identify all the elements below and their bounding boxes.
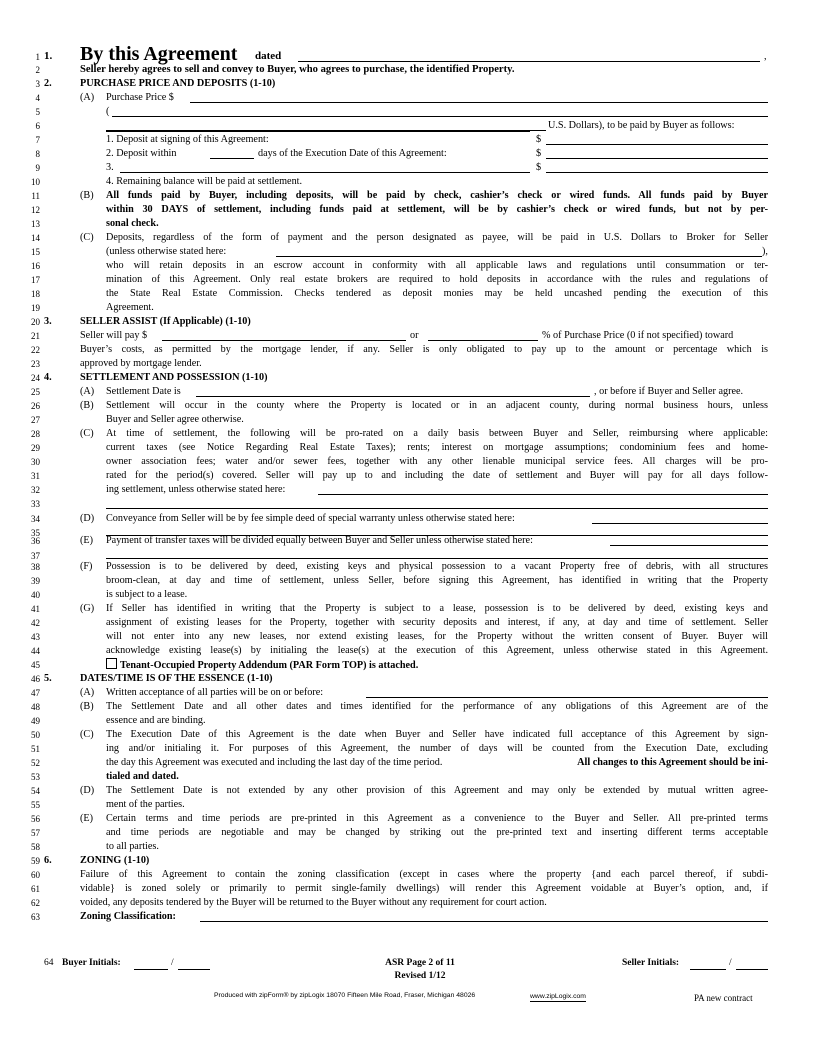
line-2 (0, 63, 816, 77)
tenant-addendum-checkbox[interactable] (106, 658, 117, 669)
line-55 (0, 798, 816, 812)
line-number: 37 (31, 551, 40, 561)
line-41 (0, 602, 816, 616)
execution-date-clause: The Execution Date of this Agreement is the date when Buyer and Seller have indicated full acceptance of this Agreement by sign- (106, 729, 768, 740)
line-number: 30 (31, 457, 40, 467)
line-20 (0, 315, 816, 329)
line-number: 61 (31, 884, 40, 894)
deposits-clause: Deposits, regardless of the form of payment and the person designated as payee, will be paid in U.S. Dollars to Broker for Seller (106, 232, 768, 243)
line-27 (0, 413, 816, 427)
page-number: ASR Page 2 of 11 (385, 958, 455, 968)
item-label: (B) (80, 400, 94, 411)
transfer-tax-clause: Payment of transfer taxes will be divided equally between Buyer and Seller unless otherwise stated here: (106, 535, 533, 546)
line-number: 26 (31, 401, 40, 411)
item-label: (C) (80, 428, 94, 439)
line-14 (0, 231, 816, 245)
section-heading-dates: DATES/TIME IS OF THE ESSENCE (1-10) (80, 673, 273, 684)
purchase-price-label: Purchase Price $ (106, 92, 174, 103)
deposit-2-field[interactable] (546, 147, 768, 159)
paren-close: ), (762, 246, 768, 257)
settlement-extension-clause: The Settlement Date is not extended by any other provision of this Agreement and may only be extended by mutual written agree- (106, 785, 768, 796)
line-38 (0, 560, 816, 574)
line-23 (0, 357, 816, 371)
line-11 (0, 189, 816, 203)
settlement-location-clause: Buyer and Seller agree otherwise. (106, 414, 244, 425)
line-number: 64 (44, 958, 54, 968)
line-number: 56 (31, 814, 40, 824)
line-number: 11 (31, 191, 40, 201)
section-heading-seller-assist: SELLER ASSIST (If Applicable) (1-10) (80, 316, 251, 327)
line-number: 59 (31, 856, 40, 866)
line-number: 19 (31, 303, 40, 313)
item-label: (C) (80, 729, 94, 740)
execution-date-clause: the day this Agreement was executed and including the last day of the time period. (106, 757, 443, 768)
deposit-3-desc-field[interactable] (120, 161, 530, 173)
line-10 (0, 175, 816, 189)
line-15 (0, 245, 816, 259)
line-number: 32 (31, 485, 40, 495)
form-name: PA new contract (694, 993, 753, 1003)
line-number: 6 (35, 121, 40, 131)
possession-clause: is subject to a lease. (106, 589, 188, 600)
item-label: (A) (80, 386, 95, 397)
line-26 (0, 399, 816, 413)
line-30 (0, 455, 816, 469)
line-number: 24 (31, 373, 40, 383)
line-number: 36 (31, 536, 40, 546)
line-number: 17 (31, 275, 40, 285)
lease-clause: If Seller has identified in writing that the Property is subject to a lease, possession is to be delivered by deed, existing keys and (106, 603, 768, 614)
line-18 (0, 287, 816, 301)
line-51 (0, 742, 816, 756)
line-number: 54 (31, 786, 40, 796)
purchase-price-words-field[interactable] (112, 105, 768, 117)
line-number: 47 (31, 688, 40, 698)
line-number: 31 (31, 471, 40, 481)
deposits-clause: (unless otherwise stated here: (106, 246, 227, 257)
item-label: (E) (80, 813, 94, 824)
line-number: 1 (35, 52, 40, 62)
line-52 (0, 756, 816, 770)
line-13 (0, 217, 816, 231)
line-number: 49 (31, 716, 40, 726)
line-46 (0, 672, 816, 686)
line-number: 60 (31, 870, 40, 880)
settlement-date-label: Settlement Date is (106, 386, 181, 397)
section-heading-purchase-price: PURCHASE PRICE AND DEPOSITS (1-10) (80, 78, 276, 89)
section-number: 6. (44, 855, 52, 866)
line-number: 41 (31, 604, 40, 614)
item-label: (A) (80, 92, 95, 103)
deposit-3-label: 3. (106, 162, 114, 173)
line-57 (0, 826, 816, 840)
funds-clause: sonal check. (106, 218, 159, 229)
conveyance-clause: Conveyance from Seller will be by fee simple deed of special warranty unless otherwise stated here: (106, 513, 515, 524)
line-53 (0, 770, 816, 784)
remaining-balance: 4. Remaining balance will be paid at settlement. (106, 176, 303, 187)
deposit-1-label: 1. Deposit at signing of this Agreement: (106, 134, 269, 145)
item-label: (E) (80, 535, 94, 546)
deposits-clause: Agreement. (106, 302, 154, 313)
line-60 (0, 868, 816, 882)
section-number: 4. (44, 372, 52, 383)
line-number: 62 (31, 898, 40, 908)
line-number: 52 (31, 758, 40, 768)
line-number: 46 (31, 674, 40, 684)
line-number: 9 (35, 163, 40, 173)
line-number: 16 (31, 261, 40, 271)
buyer-initials-label: Buyer Initials: (62, 958, 121, 968)
dollar-sign: $ (536, 134, 542, 145)
usd-text: U.S. Dollars), to be paid by Buyer as follows: (548, 120, 735, 131)
line-40 (0, 588, 816, 602)
tenant-addendum-label: Tenant-Occupied Property Addendum (PAR Form TOP) is attached. (120, 660, 419, 671)
transfer-tax-field-2[interactable] (106, 547, 768, 559)
line-48 (0, 700, 816, 714)
line-number: 57 (31, 828, 40, 838)
proration-exceptions-field[interactable] (318, 483, 768, 495)
line-33 (0, 497, 816, 511)
paren: ( (106, 106, 110, 117)
line-number: 28 (31, 429, 40, 439)
funds-clause: All funds paid by Buyer, including deposits, will be paid by check, cashier’s check or wired funds. All funds paid by Buyer (106, 190, 768, 201)
seller-initials-field-2[interactable] (736, 958, 768, 970)
seller-initials-label: Seller Initials: (622, 958, 680, 968)
changes-notice: All changes to this Agreement should be ini- (577, 757, 768, 768)
line-42 (0, 616, 816, 630)
line-39 (0, 574, 816, 588)
line-number: 48 (31, 702, 40, 712)
item-label: (A) (80, 687, 95, 698)
item-label: (B) (80, 701, 94, 712)
line-59 (0, 854, 816, 868)
line-number: 53 (31, 772, 40, 782)
line-number: 12 (31, 205, 40, 215)
proration-clause: At time of settlement, the following will be pro-rated on a daily basis between Buyer and Seller, reimbursing where applicable: (106, 428, 768, 439)
escrow-holder-field[interactable] (276, 245, 762, 257)
line-number: 42 (31, 618, 40, 628)
line-number: 58 (31, 842, 40, 852)
zoning-clause: vidable} is zoned solely or primarily to permit single-family dwellings) will render this Agreement voidable at Buyer’s option, and, if (80, 883, 768, 894)
item-label: (C) (80, 232, 94, 243)
intro-statement: Seller hereby agrees to sell and convey to Buyer, who agrees to purchase, the identified Property. (80, 64, 515, 75)
buyer-initials-field-2[interactable] (178, 958, 210, 970)
line-29 (0, 441, 816, 455)
line-58 (0, 840, 816, 854)
seller-initials-field-1[interactable] (690, 958, 726, 970)
settlement-location-clause: Settlement will occur in the county where the Property is located or in an adjacent county, during normal business hours, unless (106, 400, 768, 411)
line-number: 29 (31, 443, 40, 453)
section-number: 1. (44, 50, 53, 62)
seller-assist-amount-field[interactable] (162, 329, 406, 341)
percent-text: % of Purchase Price (0 if not specified) toward (542, 330, 734, 341)
line-32 (0, 483, 816, 497)
buyer-initials-field-1[interactable] (134, 958, 168, 970)
line-number: 43 (31, 632, 40, 642)
seller-assist-percent-field[interactable] (428, 329, 538, 341)
zoning-classification-field[interactable] (200, 910, 768, 922)
zoning-clause: Failure of this Agreement to contain the zoning classification (except in cases where the property {and each parcel thereof, if subdi- (80, 869, 768, 880)
line-21 (0, 329, 816, 343)
item-label: (D) (80, 785, 95, 796)
section-number: 5. (44, 673, 52, 684)
item-label: (G) (80, 603, 95, 614)
zoning-clause: voided, any deposits tendered by the Buyer will be returned to the Buyer without any requirement for court action. (80, 897, 547, 908)
revision-date: Revised 1/12 (394, 971, 446, 981)
line-8 (0, 147, 816, 161)
line-17 (0, 273, 816, 287)
line-number: 10 (31, 177, 40, 187)
settlement-date-text: , or before if Buyer and Seller agree. (594, 386, 744, 397)
line-45 (0, 658, 816, 672)
line-31 (0, 469, 816, 483)
or-text: or (410, 330, 419, 341)
line-number: 4 (35, 93, 40, 103)
slash: / (729, 958, 732, 968)
deposit-3-field[interactable] (546, 161, 768, 173)
line-number: 18 (31, 289, 40, 299)
seller-pay-label: Seller will pay $ (80, 330, 148, 341)
line-number: 21 (31, 331, 40, 341)
dated-label: dated (255, 50, 282, 62)
settlement-extension-clause: ment of the parties. (106, 799, 185, 810)
settlement-date-field[interactable] (196, 385, 590, 397)
preprinted-terms-clause: to all parties. (106, 841, 159, 852)
item-label: (B) (80, 190, 94, 201)
conveyance-field[interactable] (592, 512, 768, 524)
section-number: 2. (44, 78, 52, 89)
acceptance-label: Written acceptance of all parties will be on or before: (106, 687, 324, 698)
line-number: 14 (31, 233, 40, 243)
line-number: 63 (31, 912, 40, 922)
line-22 (0, 343, 816, 357)
line-3 (0, 77, 816, 91)
zoning-label: Zoning Classification: (80, 911, 176, 922)
line-54 (0, 784, 816, 798)
acceptance-date-field[interactable] (366, 686, 768, 698)
proration-clause: ing settlement, unless otherwise stated here: (106, 484, 286, 495)
proration-clause: current taxes (see Notice Regarding Real Estate Taxes); rents; interest on mortgage assumptions; condominium fees and home- (106, 442, 768, 453)
essence-clause: The Settlement Date and all other dates and times identified for the performance of any obligations of this Agreement are of the (106, 701, 768, 712)
possession-clause: broom-clean, at day and time of settlement, unless Seller, before signing this Agreement, has identified in writing that the Property (106, 575, 768, 586)
proration-exceptions-field-2[interactable] (106, 497, 768, 509)
line-61 (0, 882, 816, 896)
line-number: 27 (31, 415, 40, 425)
line-36 (0, 534, 816, 548)
line-number: 7 (35, 135, 40, 145)
section-heading-settlement: SETTLEMENT AND POSSESSION (1-10) (80, 372, 268, 383)
line-number: 35 (31, 528, 40, 538)
line-4 (0, 91, 816, 105)
rule (106, 120, 530, 132)
line-56 (0, 812, 816, 826)
execution-date-clause: ing and/or initialing it. For purposes of this Agreement, the number of days will be counted from the Execution Date, excluding (106, 743, 768, 754)
dollar-sign: $ (536, 162, 542, 173)
line-62 (0, 896, 816, 910)
line-number: 13 (31, 219, 40, 229)
transfer-tax-field[interactable] (610, 534, 768, 546)
line-number: 55 (31, 800, 40, 810)
line-number: 40 (31, 590, 40, 600)
line-number: 33 (31, 499, 40, 509)
preprinted-terms-clause: and time periods are negotiable and may be changed by striking out the pre-printed text and inserting different terms acceptable (106, 827, 768, 838)
deposits-clause: the State Real Estate Commission. Checks tendered as deposit monies may be held uncashed pending the execution of this (106, 288, 768, 299)
line-number: 22 (31, 345, 40, 355)
line-number: 2 (35, 65, 40, 75)
preprinted-terms-clause: Certain terms and time periods are pre-printed in this Agreement as a convenience to the Buyer and Seller. All pre-printed terms (106, 813, 768, 824)
funds-clause: within 30 DAYS of settlement, including funds paid at settlement, will be by cashier’s check or wired funds, but not by per- (106, 204, 768, 215)
line-number: 39 (31, 576, 40, 586)
line-number: 51 (31, 744, 40, 754)
seller-assist-clause: approved by mortgage lender. (80, 358, 202, 369)
essence-clause: essence and are binding. (106, 715, 206, 726)
line-number: 44 (31, 646, 40, 656)
line-number: 38 (31, 562, 40, 572)
purchase-price-field[interactable] (190, 91, 768, 103)
line-50 (0, 728, 816, 742)
line-24 (0, 371, 816, 385)
deposits-clause: mination of this Agreement. Only real estate brokers are required to hold deposits in accordance with the rules and regulations of (106, 274, 768, 285)
line-number: 15 (31, 247, 40, 257)
deposit-1-field[interactable] (546, 133, 768, 145)
line-43 (0, 630, 816, 644)
line-63 (0, 910, 816, 924)
producer-website-link[interactable]: www.zipLogix.com (530, 993, 586, 1000)
line-16 (0, 259, 816, 273)
deposit-2-label: 2. Deposit within (106, 148, 177, 159)
changes-notice: tialed and dated. (106, 771, 179, 782)
line-9 (0, 161, 816, 175)
proration-clause: rated for the period(s) covered. Seller will pay up to and including the date of settlement and Buyer will pay for all days follow- (106, 470, 768, 481)
line-number: 23 (31, 359, 40, 369)
lease-clause: acknowledge existing lease(s) by initialing the lease(s) at the execution of this Agreement, unless otherwise stated in this Agreement. (106, 645, 768, 656)
line-49 (0, 714, 816, 728)
tenant-addendum (106, 658, 418, 673)
agreement-title: By this Agreement (80, 43, 238, 65)
line-25 (0, 385, 816, 399)
section-number: 3. (44, 316, 52, 327)
dollar-sign: $ (536, 148, 542, 159)
line-44 (0, 644, 816, 658)
comma: , (764, 51, 767, 62)
deposits-clause: who will retain deposits in an escrow account in conformity with all applicable laws and regulations until consummation or ter- (106, 260, 768, 271)
line-number: 20 (31, 317, 40, 327)
line-5 (0, 105, 816, 119)
line-12 (0, 203, 816, 217)
line-number: 34 (31, 514, 40, 524)
line-7 (0, 133, 816, 147)
deposit-days-field[interactable] (210, 147, 254, 159)
line-number: 25 (31, 387, 40, 397)
possession-clause: Possession is to be delivered by deed, existing keys and physical possession to a vacant Property free of debris, with all structures (106, 561, 768, 572)
dated-field[interactable] (298, 50, 760, 62)
line-number: 45 (31, 660, 40, 670)
line-number: 5 (35, 107, 40, 117)
line-19 (0, 301, 816, 315)
seller-assist-clause: Buyer’s costs, as permitted by the mortgage lender, if any. Seller is only obligated to pay up to the amount or percentage which is (80, 344, 768, 355)
item-label: (F) (80, 561, 93, 572)
producer-credit: Produced with zipForm® by zipLogix 18070 Fifteen Mile Road, Fraser, Michigan 48026 (214, 992, 476, 999)
line-47 (0, 686, 816, 700)
line-number: 8 (35, 149, 40, 159)
line-number: 3 (35, 79, 40, 89)
line-28 (0, 427, 816, 441)
lease-clause: will not enter into any new leases, nor extend existing leases, for the Property without the written consent of Buyer. Buyer will (106, 631, 768, 642)
slash: / (171, 958, 174, 968)
lease-clause: assignment of existing leases for the Property, together with security deposits and interest, if any, at day and time of settlement. Seller (106, 617, 768, 628)
section-heading-zoning: ZONING (1-10) (80, 855, 150, 866)
item-label: (D) (80, 513, 95, 524)
line-number: 50 (31, 730, 40, 740)
proration-clause: owner association fees; water and/or sewer fees, together with any other lienable municipal service fees. All charges will be pro- (106, 456, 768, 467)
deposit-2-text: days of the Execution Date of this Agreement: (258, 148, 447, 159)
